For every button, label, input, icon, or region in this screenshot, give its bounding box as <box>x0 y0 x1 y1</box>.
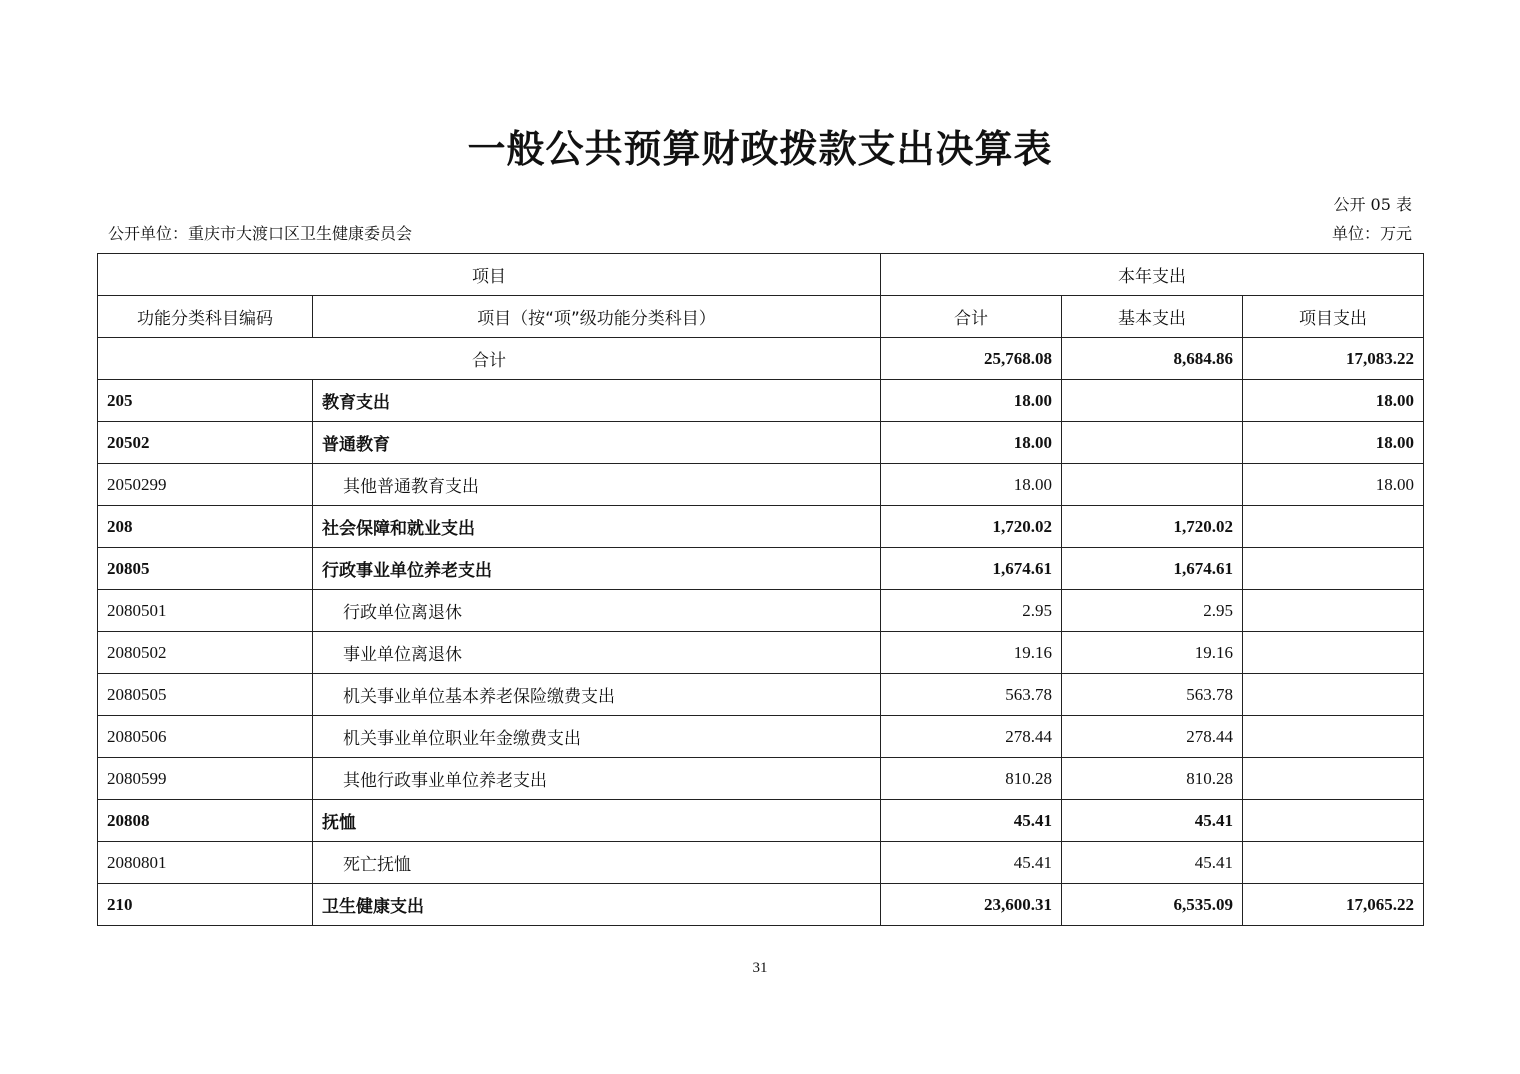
row-total: 18.00 <box>881 380 1062 422</box>
table-row <box>98 548 1424 590</box>
table-row <box>98 884 1424 926</box>
page-title: 一般公共预算财政拨款支出决算表 <box>467 127 1053 171</box>
table-row <box>98 464 1424 506</box>
form-number: 公开 05 表 <box>1333 195 1412 214</box>
row-basic: 278.44 <box>1062 716 1243 758</box>
row-basic: 810.28 <box>1062 758 1243 800</box>
row-code: 2080505 <box>98 674 313 716</box>
table-row <box>98 590 1424 632</box>
row-name: 抚恤 <box>313 800 881 842</box>
row-project <box>1243 590 1424 632</box>
row-total: 2.95 <box>881 590 1062 632</box>
row-code: 2050299 <box>98 464 313 506</box>
budget-table <box>97 253 1424 926</box>
table-row <box>98 758 1424 800</box>
row-name: 普通教育 <box>313 422 881 464</box>
row-project <box>1243 842 1424 884</box>
row-name: 社会保障和就业支出 <box>313 506 881 548</box>
row-total: 23,600.31 <box>881 884 1062 926</box>
row-project <box>1243 716 1424 758</box>
header-basic: 基本支出 <box>1062 296 1243 338</box>
row-project: 18.00 <box>1243 464 1424 506</box>
row-basic: 1,674.61 <box>1062 548 1243 590</box>
row-code: 2080599 <box>98 758 313 800</box>
row-total: 45.41 <box>881 800 1062 842</box>
row-project <box>1243 800 1424 842</box>
measure-unit: 单位：万元 <box>1331 224 1412 243</box>
table-row <box>98 674 1424 716</box>
row-code: 20502 <box>98 422 313 464</box>
total-label: 合计 <box>98 338 881 380</box>
table-row <box>98 716 1424 758</box>
row-basic: 2.95 <box>1062 590 1243 632</box>
row-project: 18.00 <box>1243 380 1424 422</box>
row-name: 机关事业单位职业年金缴费支出 <box>313 716 881 758</box>
row-total: 1,720.02 <box>881 506 1062 548</box>
row-total: 18.00 <box>881 464 1062 506</box>
table-row <box>98 380 1424 422</box>
header-row-2 <box>98 296 1424 338</box>
row-basic: 45.41 <box>1062 800 1243 842</box>
table-row <box>98 800 1424 842</box>
row-basic <box>1062 464 1243 506</box>
row-basic: 6,535.09 <box>1062 884 1243 926</box>
table-row <box>98 506 1424 548</box>
row-name: 行政单位离退休 <box>313 590 881 632</box>
row-total: 278.44 <box>881 716 1062 758</box>
row-total: 19.16 <box>881 632 1062 674</box>
row-total: 810.28 <box>881 758 1062 800</box>
row-code: 20808 <box>98 800 313 842</box>
header-name: 项目（按“项”级功能分类科目） <box>313 296 881 338</box>
row-project <box>1243 506 1424 548</box>
table-row <box>98 632 1424 674</box>
row-basic <box>1062 422 1243 464</box>
row-project: 17,065.22 <box>1243 884 1424 926</box>
header-project: 项目支出 <box>1243 296 1424 338</box>
row-project <box>1243 674 1424 716</box>
page-number: 31 <box>752 960 768 976</box>
row-basic <box>1062 380 1243 422</box>
row-name: 机关事业单位基本养老保险缴费支出 <box>313 674 881 716</box>
row-basic: 1,720.02 <box>1062 506 1243 548</box>
total-amount: 25,768.08 <box>881 338 1062 380</box>
row-code: 208 <box>98 506 313 548</box>
header-item: 项目 <box>98 254 881 296</box>
row-name: 教育支出 <box>313 380 881 422</box>
row-name: 死亡抚恤 <box>313 842 881 884</box>
row-project <box>1243 758 1424 800</box>
header-code: 功能分类科目编码 <box>98 296 313 338</box>
row-code: 205 <box>98 380 313 422</box>
row-name: 行政事业单位养老支出 <box>313 548 881 590</box>
row-code: 2080506 <box>98 716 313 758</box>
row-name: 事业单位离退休 <box>313 632 881 674</box>
row-basic: 45.41 <box>1062 842 1243 884</box>
total-basic: 8,684.86 <box>1062 338 1243 380</box>
header-row-1 <box>98 254 1424 296</box>
row-total: 45.41 <box>881 842 1062 884</box>
reporting-unit: 公开单位：重庆市大渡口区卫生健康委员会 <box>108 224 413 243</box>
row-total: 563.78 <box>881 674 1062 716</box>
row-name: 其他行政事业单位养老支出 <box>313 758 881 800</box>
row-basic: 563.78 <box>1062 674 1243 716</box>
row-code: 20805 <box>98 548 313 590</box>
row-code: 2080801 <box>98 842 313 884</box>
header-total: 合计 <box>881 296 1062 338</box>
header-year-expense: 本年支出 <box>881 254 1424 296</box>
row-name: 其他普通教育支出 <box>313 464 881 506</box>
row-code: 2080502 <box>98 632 313 674</box>
row-total: 1,674.61 <box>881 548 1062 590</box>
row-total: 18.00 <box>881 422 1062 464</box>
row-code: 210 <box>98 884 313 926</box>
row-project <box>1243 632 1424 674</box>
row-basic: 19.16 <box>1062 632 1243 674</box>
row-project <box>1243 548 1424 590</box>
row-name: 卫生健康支出 <box>313 884 881 926</box>
total-project: 17,083.22 <box>1243 338 1424 380</box>
table-row <box>98 422 1424 464</box>
row-code: 2080501 <box>98 590 313 632</box>
row-project: 18.00 <box>1243 422 1424 464</box>
total-row <box>98 338 1424 380</box>
table-row <box>98 842 1424 884</box>
